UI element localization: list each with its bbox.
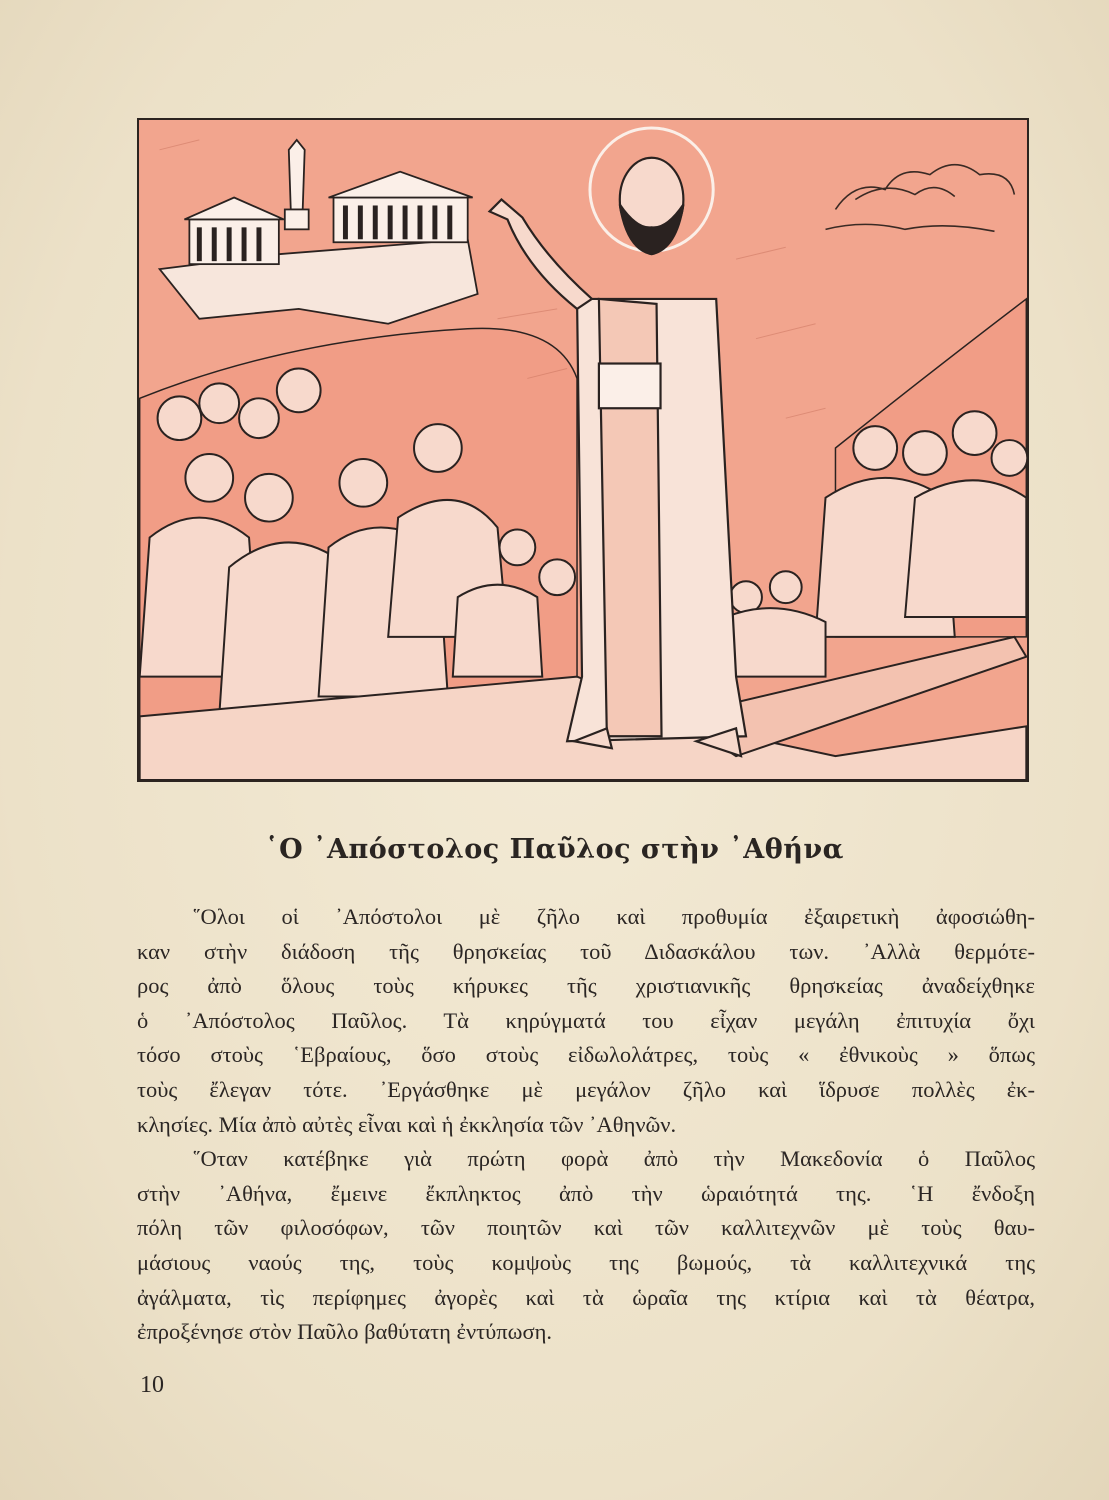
text-line: κλησίες. Μία ἀπὸ αὐτὲς εἶναι καὶ ἡ ἐκκλησία τῶν ᾿Αθηνῶν. bbox=[137, 1111, 677, 1137]
text-line: τοὺς ἔλεγαν τότε. ᾿Εργάσθηκε μὲ μεγάλον ζῆλο καὶ ἵδρυσε πολλὲς ἐκ- bbox=[137, 1076, 1035, 1102]
paragraph-2 bbox=[137, 1142, 1035, 1350]
chapter-title: ῾Ο ᾿Απόστολος Παῦλος στὴν ᾿Αθήνα bbox=[265, 834, 844, 865]
text-line: τόσο στοὺς ῾Εβραίους, ὅσο στοὺς εἰδωλολάτρες, τοὺς « ἐθνικοὺς » ὅπως bbox=[137, 1042, 1035, 1068]
body-text bbox=[137, 900, 1035, 1350]
text-line: στὴν ᾿Αθήνα, ἔμεινε ἔκπληκτος ἀπὸ τὴν ὡραιότητά της. ῾Η ἔνδοξη bbox=[137, 1180, 1035, 1206]
text-line: ῞Ολοι οἱ ᾿Απόστολοι μὲ ζῆλο καὶ προθυμία ἐξαιρετικὴ ἀφοσιώθη- bbox=[193, 904, 1035, 929]
text-line: ὁ ᾿Απόστολος Παῦλος. Τὰ κηρύγματά του εἶχαν μεγάλη ἐπιτυχία ὄχι bbox=[137, 1007, 1035, 1033]
text-line: μάσιους ναούς της, τοὺς κομψοὺς της βωμούς, τὰ καλλιτεχνικά της bbox=[137, 1249, 1035, 1275]
text-line: καν στὴν διάδοση τῆς θρησκείας τοῦ Διδασκάλου των. ᾿Αλλὰ θερμότε- bbox=[137, 938, 1035, 964]
text-line: ῞Οταν κατέβηκε γιὰ πρώτη φορὰ ἀπὸ τὴν Μακεδονία ὁ Παῦλος bbox=[193, 1146, 1035, 1172]
text-line: ρος ἀπὸ ὅλους τοὺς κήρυκες τῆς χριστιανικῆς θρησκείας ἀναδείχθηκε bbox=[137, 973, 1035, 999]
text-line: πόλη τῶν φιλοσόφων, τῶν ποιητῶν καὶ τῶν καλλιτεχνῶν μὲ τοὺς θαυ- bbox=[137, 1215, 1035, 1241]
paragraph-1 bbox=[137, 900, 1035, 1142]
text-line: ἀγάλματα, τὶς περίφημες ἀγορὲς καὶ τὰ ὡραῖα της κτίρια καὶ τὰ θέατρα, bbox=[137, 1284, 1035, 1310]
page-number: 10 bbox=[140, 1372, 164, 1398]
illustration-drawing bbox=[139, 120, 1027, 780]
text-line: ἐπροξένησε στὸν Παῦλο βαθύτατη ἐντύπωση. bbox=[137, 1319, 552, 1345]
illustration-apostle-paul-preaching bbox=[137, 118, 1029, 782]
